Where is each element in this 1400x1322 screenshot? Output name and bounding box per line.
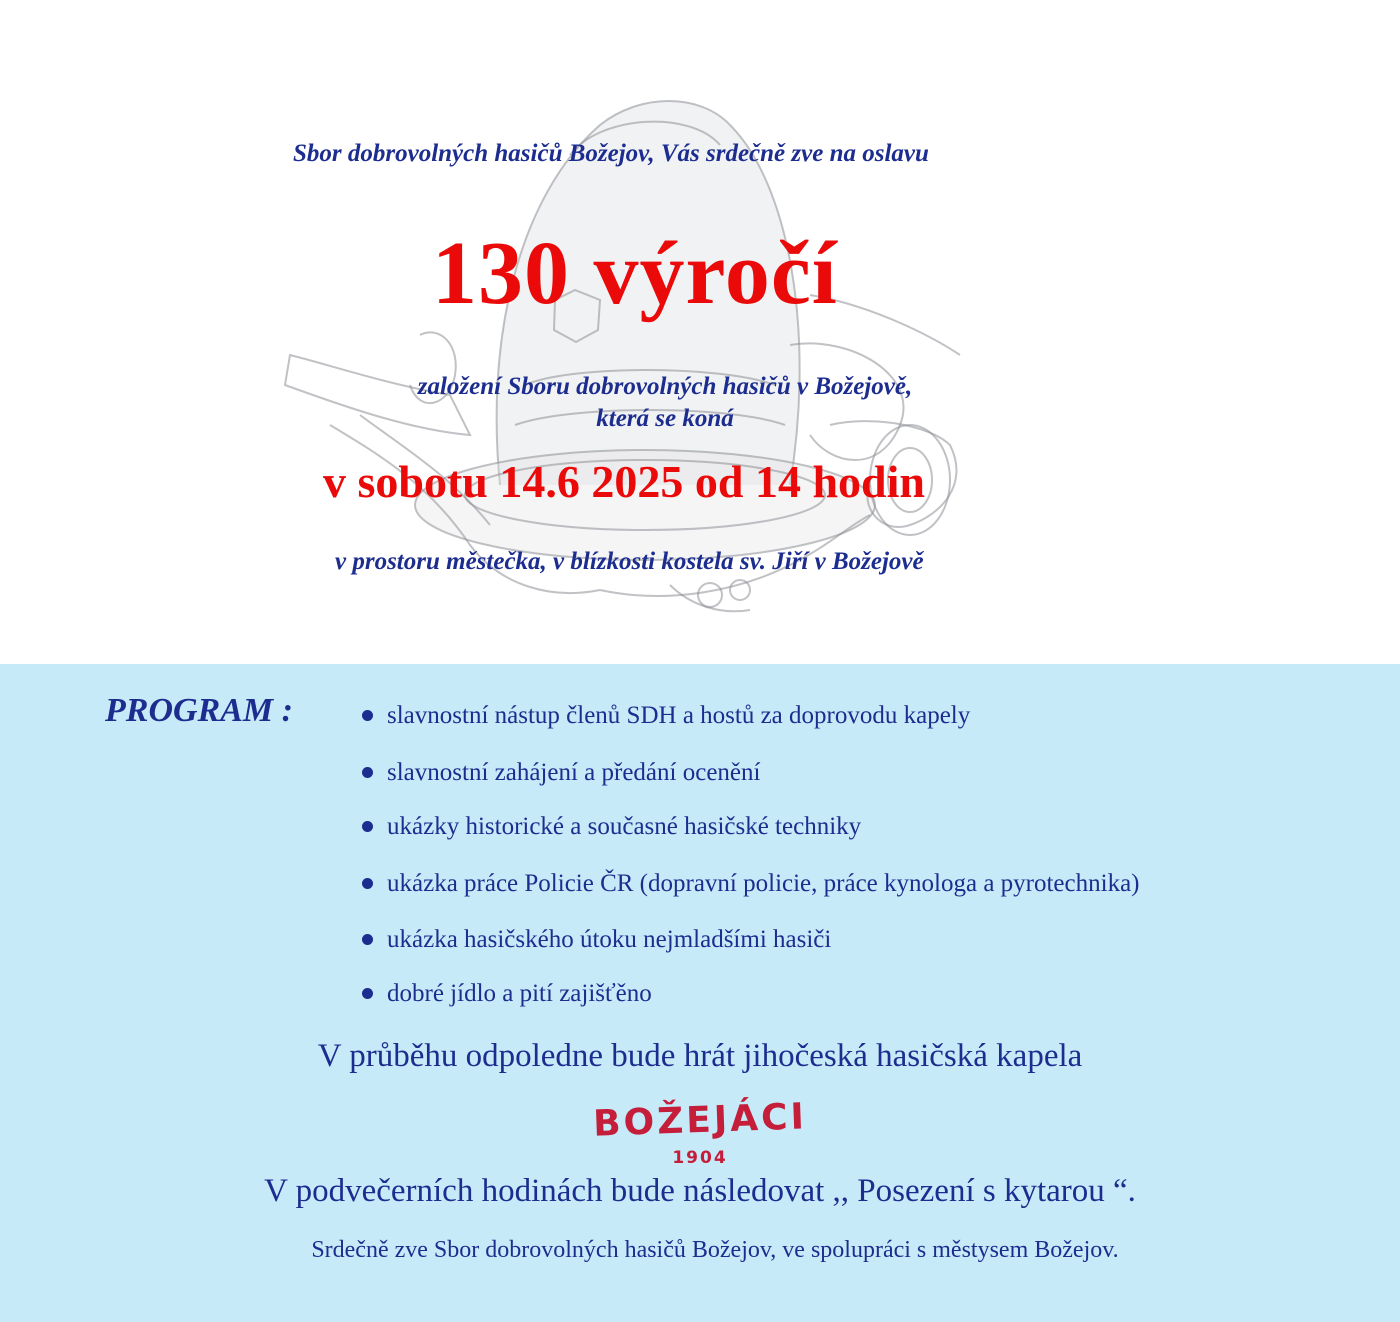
- bullet-dot-icon: [362, 878, 373, 889]
- founding-line-1: založení Sboru dobrovolných hasičů v Božejově,: [417, 373, 913, 400]
- band-logo-name: BOŽEJÁCI: [592, 1096, 808, 1145]
- band-logo-year: 1904: [672, 1148, 728, 1168]
- program-item: [362, 926, 831, 954]
- founding-text: [0, 371, 1330, 435]
- event-date: v sobotu 14.6 2025 od 14 hodin: [323, 456, 925, 507]
- program-item-text: dobré jídlo a pití zajišťěno: [387, 980, 652, 1007]
- band-intro: V průběhu odpoledne bude hrát jihočeská hasičská kapela: [317, 1038, 1083, 1074]
- program-label: PROGRAM :: [105, 692, 293, 729]
- program-item: [362, 759, 760, 787]
- bullet-dot-icon: [362, 821, 373, 832]
- bullet-dot-icon: [362, 988, 373, 999]
- band-logo: [590, 1090, 810, 1170]
- founding-line-2: která se koná: [596, 405, 734, 432]
- event-place: v prostoru městečka, v blízkosti kostela sv. Jiří v Božejově: [335, 548, 924, 575]
- bullet-dot-icon: [362, 710, 373, 721]
- invitation-intro: Sbor dobrovolných hasičů Božejov, Vás srdečně zve na oslavu: [293, 140, 929, 167]
- program-item: [362, 870, 1140, 898]
- program-item-text: ukázka hasičského útoku nejmladšími hasiči: [387, 926, 832, 953]
- closing-invitation: Srdečně zve Sbor dobrovolných hasičů Božejov, ve spolupráci s městysem Božejov.: [311, 1237, 1119, 1263]
- bullet-dot-icon: [362, 934, 373, 945]
- evening-program: V podvečerních hodinách bude následovat ,, Posezení s kytarou “.: [264, 1173, 1136, 1209]
- program-item: [362, 813, 861, 841]
- program-item-text: slavnostní zahájení a předání ocenění: [387, 759, 761, 786]
- program-item-text: ukázky historické a současné hasičské techniky: [387, 813, 862, 840]
- program-item: [362, 702, 970, 730]
- bullet-dot-icon: [362, 767, 373, 778]
- anniversary-headline: 130 výročí: [432, 224, 838, 323]
- program-item: [362, 980, 652, 1008]
- program-item-text: ukázka práce Policie ČR (dopravní policie, práce kynologa a pyrotechnika): [387, 870, 1140, 897]
- program-item-text: slavnostní nástup členů SDH a hostů za doprovodu kapely: [387, 702, 971, 729]
